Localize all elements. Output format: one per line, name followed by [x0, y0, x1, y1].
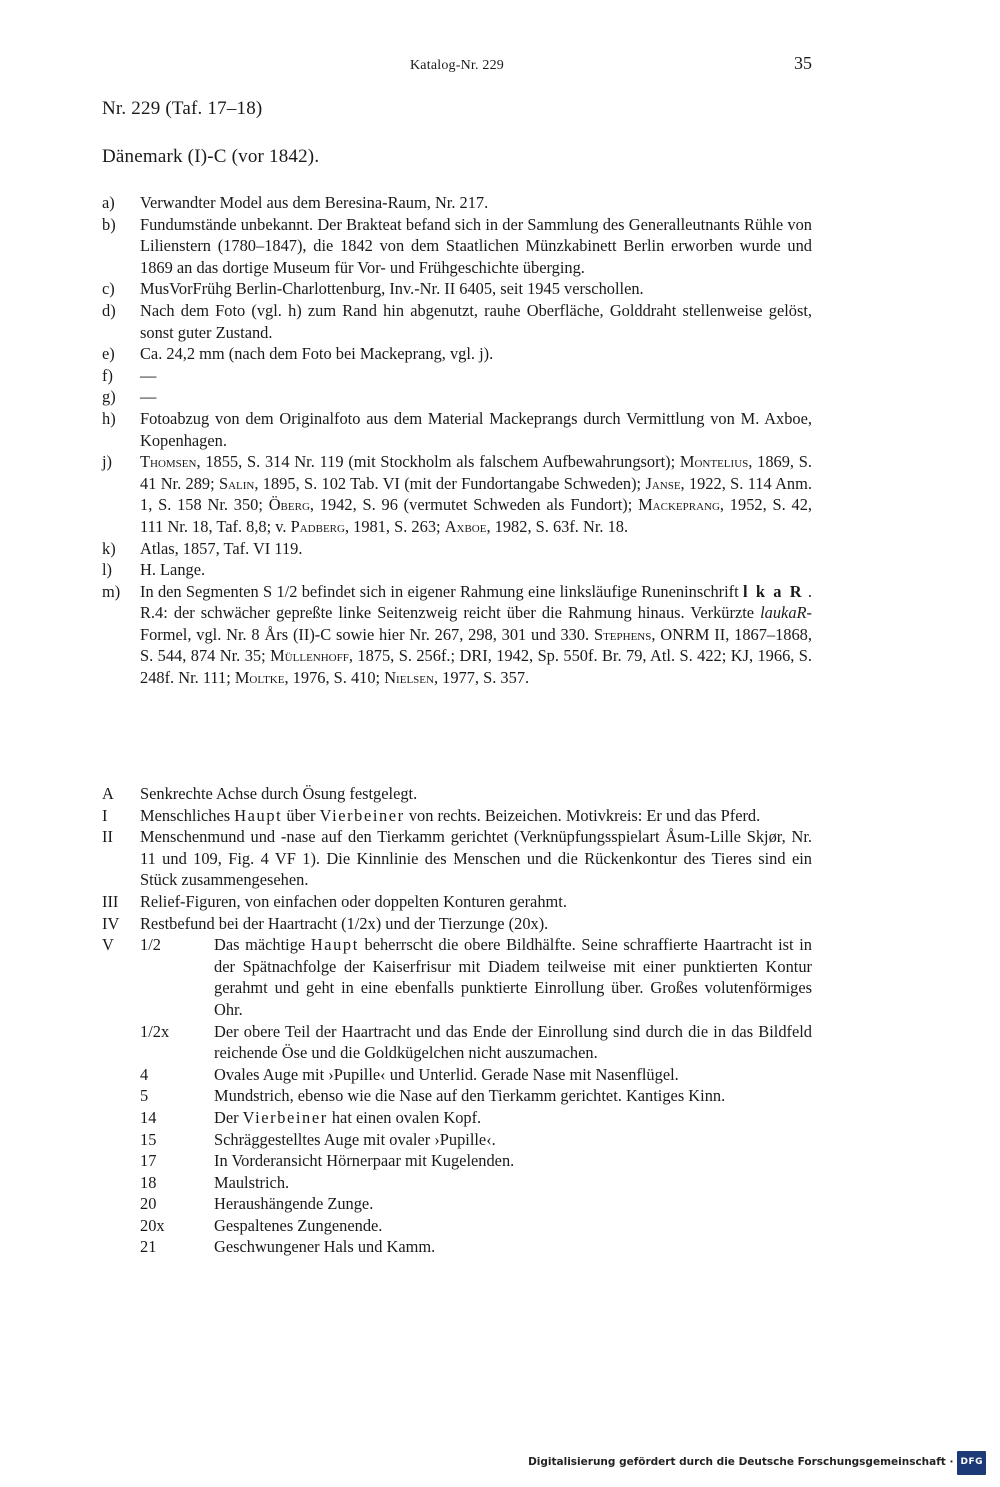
author-name: Nielsen	[384, 668, 434, 688]
author-name: Salin	[218, 473, 255, 493]
detail-text: Gespaltenes Zungenende.	[214, 1215, 383, 1235]
inscription-text: . R.4: der schwächer gepreßte linke Seitenzweig reicht über die Rahmung hinaus. Verkürzte	[140, 581, 812, 623]
author-name: Mackeprang	[638, 495, 720, 515]
section-label: II	[102, 827, 113, 847]
section-text: Senkrechte Achse durch Ösung festgelegt.	[140, 784, 418, 803]
section-i	[102, 805, 812, 827]
entry-text: H. Lange.	[140, 560, 206, 580]
detail-text	[214, 1107, 812, 1129]
entry-text: MusVorFrühg Berlin-Charlottenburg, Inv.-Nr. II 6405, seit 1945 verschollen.	[140, 279, 644, 299]
section-v-detail	[140, 1215, 812, 1237]
section-v-detail	[140, 1021, 812, 1064]
digitization-footer	[528, 1451, 986, 1475]
section-label: III	[102, 891, 119, 911]
dfg-logo-icon: DFG	[957, 1451, 986, 1475]
citation-text: , 1869, S. 41 Nr. 289;	[140, 452, 812, 493]
rune-inscription: l k a R	[743, 581, 804, 601]
detail-text: In Vorderansicht Hörnerpaar mit Kugelenden.	[214, 1151, 515, 1171]
citation-text: , 1982, S. 63f. Nr. 18.	[486, 516, 629, 536]
detail-code-value: 1/2	[140, 935, 161, 955]
section-iv	[102, 913, 812, 935]
running-head	[102, 55, 812, 77]
section-label: IV	[102, 913, 120, 933]
running-head-title: Katalog-Nr. 229	[410, 58, 504, 73]
entry-text: Fundumstände unbekannt. Der Brakteat befand sich in der Sammlung des Generalleutnants Rühle von Lilienstern (1780–1847), die 1842 von dem Staatlichen Münzkabinett Berlin erworben wurde und 1869 an das dortige Museum für Vor- und Frühgeschichte überging.	[140, 214, 812, 277]
detail-text: Heraushängende Zunge.	[214, 1194, 374, 1214]
entry-m	[102, 581, 812, 689]
entry-list	[102, 192, 812, 689]
citation-text: , 1942, S. 96 (vermutet Schweden als Fundort);	[309, 495, 639, 515]
footer-text: Digitalisierung gefördert durch die Deutsche Forschungsgemeinschaft ·	[528, 1456, 954, 1469]
author-name: Montelius	[679, 452, 749, 472]
catalog-subheading: Dänemark (I)-C (vor 1842).	[102, 146, 320, 167]
detail-code: 18	[140, 1172, 157, 1192]
detail-text: Schräggestelltes Auge mit ovaler ›Pupille‹.	[214, 1129, 496, 1149]
spaced-term: Vierbeiner	[242, 1107, 328, 1127]
entry-text: —	[140, 365, 157, 385]
section-v-detail	[140, 1236, 812, 1258]
detail-text	[214, 934, 812, 1020]
section-label: V	[102, 935, 114, 955]
entry-g	[102, 386, 812, 408]
entry-label: g)	[102, 387, 116, 407]
detail-code: 5	[140, 1086, 149, 1106]
entry-text: Ca. 24,2 mm (nach dem Foto bei Mackeprang, vgl. j).	[140, 344, 494, 364]
inscription-text: In den Segmenten S 1/2 befindet sich in eigener Rahmung eine linksläufige Runeninschrift	[140, 581, 743, 601]
entry-b	[102, 214, 812, 279]
author-name: Stephens	[593, 624, 652, 644]
detail-code: 4	[140, 1064, 149, 1084]
spaced-term: Haupt	[310, 935, 359, 955]
formula-name: laukaR	[760, 603, 807, 623]
entry-label: j)	[102, 452, 113, 472]
entry-text	[140, 451, 812, 537]
detail-text: Geschwungener Hals und Kamm.	[214, 1237, 436, 1257]
section-text	[140, 805, 812, 827]
section-text-part: Menschliches	[140, 805, 235, 825]
citation-text: , 1976, S. 410;	[284, 668, 385, 688]
entry-label: k)	[102, 538, 116, 558]
citation-text: , 1977, S. 357.	[433, 668, 530, 688]
section-a	[102, 783, 812, 805]
detail-text-part: beherrscht die obere Bildhälfte. Seine schraffierte Haartracht ist in der Spätnachfolge der Kaiserfrisur mit Diadem teilweise mit einer punktierten Kontur gerahmt und geht in eine ebenfalls punktierte Einrollung über. Großes volutenförmiges Ohr.	[214, 935, 812, 1019]
entry-label: l)	[102, 560, 113, 580]
author-name: Müllenhoff	[270, 646, 349, 666]
detail-text-part: Das mächtige	[214, 935, 311, 955]
detail-code: 1/2x	[140, 1021, 170, 1041]
detail-code: 20x	[140, 1215, 165, 1235]
entry-label: a)	[102, 193, 115, 212]
author-name: Öberg	[268, 495, 310, 515]
section-text-part: über	[282, 805, 320, 825]
section-v-detail-1-2	[102, 934, 812, 1020]
entry-text	[140, 581, 812, 689]
entry-c	[102, 278, 812, 300]
entry-d	[102, 300, 812, 343]
detail-code: 17	[140, 1151, 157, 1171]
citation-text: , 1895, S. 102 Tab. VI (mit der Fundortangabe Schweden);	[254, 473, 646, 493]
entry-label: f)	[102, 365, 113, 385]
section-v-detail	[140, 1129, 812, 1151]
spaced-term: Vierbeiner	[319, 805, 405, 825]
detail-text-part: hat einen ovalen Kopf.	[327, 1107, 482, 1127]
section-v-detail	[140, 1107, 812, 1129]
section-list	[102, 783, 812, 1258]
entry-label: d)	[102, 300, 116, 320]
entry-text: Verwandter Model aus dem Beresina-Raum, Nr. 217.	[140, 193, 489, 212]
inscription-text: -Formel, vgl. Nr. 8 Års (II)-C sowie hier Nr. 267, 298, 301 und 330.	[140, 603, 812, 644]
citation-text: , ONRM II, 1867–1868, S. 544, 874 Nr. 35;	[140, 624, 812, 666]
section-text-part: von rechts. Beizeichen. Motivkreis: Er und das Pferd.	[404, 805, 761, 825]
author-name: Moltke	[234, 668, 285, 688]
author-name: Thomsen	[140, 452, 197, 472]
entry-label: h)	[102, 408, 116, 428]
section-v-detail	[140, 1172, 812, 1194]
detail-text-part: Der	[214, 1107, 243, 1127]
entry-text: Nach dem Foto (vgl. h) zum Rand hin abgenutzt, rauhe Oberfläche, Golddraht stellenweise gelöst, sonst guter Zustand.	[140, 300, 812, 342]
citation-text: , 1875, S. 256f.; DRI, 1942, Sp. 550f. Br. 79, Atl. S. 422; KJ, 1966, S. 248f. Nr. 111;	[140, 646, 813, 688]
detail-code: 20	[140, 1194, 157, 1214]
catalog-heading: Nr. 229 (Taf. 17–18)	[102, 98, 263, 119]
section-v-detail	[140, 1064, 812, 1086]
section-text: Relief-Figuren, von einfachen oder doppelten Konturen gerahmt.	[140, 891, 567, 911]
entry-f	[102, 365, 812, 387]
detail-code: 15	[140, 1129, 157, 1149]
detail-text: Ovales Auge mit ›Pupille‹ und Unterlid. Gerade Nase mit Nasenflügel.	[214, 1064, 679, 1084]
entry-text: —	[140, 387, 157, 407]
author-name: Janse	[645, 473, 681, 493]
detail-code: 21	[140, 1237, 157, 1257]
entry-k	[102, 538, 812, 560]
section-ii	[102, 826, 812, 891]
detail-text: Mundstrich, ebenso wie die Nase auf den Tierkamm gerichtet. Kantiges Kinn.	[214, 1086, 726, 1106]
section-v-detail	[140, 1085, 812, 1107]
entry-a	[102, 192, 812, 214]
citation-text: , 1922, S. 114 Anm. 1, S. 158 Nr. 350;	[140, 473, 812, 515]
author-name: Axboe	[444, 516, 487, 536]
section-v-detail	[140, 1193, 812, 1215]
entry-text: Atlas, 1857, Taf. VI 119.	[140, 538, 303, 558]
detail-code	[102, 934, 214, 1020]
citation-text: , 1981, S. 263;	[344, 516, 445, 536]
section-text: Menschenmund und -nase auf den Tierkamm gerichtet (Verknüpfungsspielart Åsum-Lille Skjør, Nr. 11 und 109, Fig. 4 VF 1). Die Kinnlinie des Menschen und die Rückenkontur des Tieres sind ein Stück zusammengesehen.	[140, 827, 812, 890]
spaced-term: Haupt	[234, 805, 283, 825]
section-iii	[102, 891, 812, 913]
entry-label: c)	[102, 279, 115, 299]
entry-text: Fotoabzug von dem Originalfoto aus dem Material Mackeprangs durch Vermittlung von M. Axboe, Kopenhagen.	[140, 408, 812, 450]
entry-l	[102, 559, 812, 581]
citation-text: , 1855, S. 314 Nr. 119 (mit Stockholm als falschem Aufbewahrungsort);	[196, 452, 680, 472]
entry-label: m)	[102, 581, 121, 601]
entry-e	[102, 343, 812, 365]
section-label: A	[102, 784, 114, 803]
section-text: Restbefund bei der Haartracht (1/2x) und der Tierzunge (20x).	[140, 913, 549, 933]
section-v-detail	[140, 1150, 812, 1172]
entry-label: b)	[102, 214, 116, 234]
entry-h	[102, 408, 812, 451]
detail-text: Der obere Teil der Haartracht und das Ende der Einrollung sind durch die in das Bildfeld reichende Öse und die Goldkügelchen nicht auszumachen.	[214, 1021, 812, 1063]
author-name: Padberg	[290, 516, 345, 536]
detail-text: Maulstrich.	[214, 1172, 290, 1192]
entry-label: e)	[102, 344, 115, 364]
citation-text: , 1952, S. 42, 111 Nr. 18, Taf. 8,8; v.	[140, 495, 812, 536]
detail-code: 14	[140, 1107, 157, 1127]
section-label: I	[102, 805, 108, 825]
page-number: 35	[794, 53, 812, 73]
entry-j	[102, 451, 812, 537]
